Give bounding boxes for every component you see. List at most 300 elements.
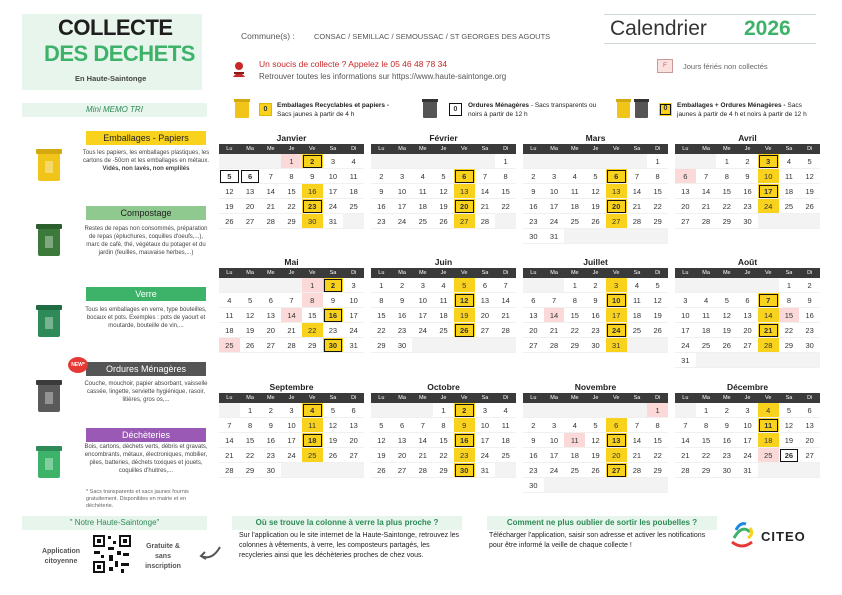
day-cell: 1 bbox=[716, 154, 737, 169]
empty-cell bbox=[302, 463, 323, 478]
weekday-label: Ve bbox=[613, 395, 620, 401]
weekday-label: Di bbox=[351, 270, 357, 276]
day-cell: 27 bbox=[523, 338, 544, 353]
day-cell: 7 bbox=[281, 293, 302, 308]
empty-cell bbox=[323, 463, 344, 478]
day-cell: 5 bbox=[323, 403, 344, 418]
weekday-label: Me bbox=[722, 395, 731, 401]
day-cell: 16 bbox=[585, 308, 606, 323]
day-cell: 20 bbox=[737, 323, 758, 338]
weekday-label: Sa bbox=[633, 395, 641, 401]
weekday-label: Ma bbox=[550, 395, 558, 401]
empty-cell bbox=[675, 154, 696, 169]
weekday-label: Sa bbox=[329, 270, 337, 276]
day-cell: 19 bbox=[779, 433, 800, 448]
memo-category-desc-5 bbox=[82, 443, 210, 475]
day-cell: 4 bbox=[696, 293, 717, 308]
day-cell: 4 bbox=[627, 278, 648, 293]
empty-cell bbox=[716, 278, 737, 293]
month-3 bbox=[523, 132, 668, 244]
weekday-label: Lu bbox=[682, 146, 689, 152]
legend-black bbox=[468, 102, 598, 119]
empty-cell bbox=[544, 478, 565, 493]
day-cell: 15 bbox=[302, 308, 323, 323]
day-cell: 18 bbox=[627, 308, 648, 323]
day-cell: 13 bbox=[475, 293, 496, 308]
weekday-label: Ma bbox=[550, 270, 558, 276]
memo-category-desc-1 bbox=[82, 149, 210, 173]
day-cell: 27 bbox=[260, 338, 281, 353]
memo-desc-bold: Vidés, non lavés, non emplilés bbox=[102, 166, 190, 172]
memo-category-5: Déchèteries bbox=[86, 428, 206, 442]
legend-both-text: Sacs jaunes à partir de 4 h et noirs à partir de 12 h bbox=[677, 102, 807, 118]
weekday-label: Di bbox=[655, 146, 661, 152]
empty-cell bbox=[523, 278, 544, 293]
weekday-label: Di bbox=[807, 395, 813, 401]
day-cell: 16 bbox=[323, 308, 344, 323]
day-cell: 12 bbox=[716, 308, 737, 323]
day-cell: 14 bbox=[696, 184, 717, 199]
day-cell: 28 bbox=[495, 323, 516, 338]
day-grid bbox=[371, 403, 516, 478]
weekday-header bbox=[675, 268, 820, 278]
weekday-label: Sa bbox=[633, 270, 641, 276]
day-cell: 22 bbox=[564, 323, 585, 338]
day-cell: 9 bbox=[799, 293, 820, 308]
day-cell: 10 bbox=[392, 184, 413, 199]
empty-cell bbox=[737, 353, 758, 368]
day-cell: 21 bbox=[544, 323, 565, 338]
day-cell: 24 bbox=[281, 448, 302, 463]
day-cell: 29 bbox=[433, 463, 454, 478]
day-grid bbox=[219, 403, 364, 478]
day-cell: 28 bbox=[696, 214, 717, 229]
day-cell: 9 bbox=[454, 418, 475, 433]
weekday-label: Di bbox=[503, 146, 509, 152]
day-cell: 15 bbox=[371, 308, 392, 323]
day-cell: 30 bbox=[392, 338, 413, 353]
day-cell: 24 bbox=[323, 199, 344, 214]
weekday-label: Lu bbox=[378, 270, 385, 276]
memo-title: Mini MEMO TRI bbox=[22, 103, 207, 117]
month-name: Avril bbox=[738, 133, 757, 143]
day-cell: 30 bbox=[260, 463, 281, 478]
day-cell: 3 bbox=[758, 154, 779, 169]
day-cell: 19 bbox=[647, 308, 668, 323]
weekday-label: Ma bbox=[398, 270, 406, 276]
day-cell: 8 bbox=[302, 293, 323, 308]
day-cell: 6 bbox=[675, 169, 696, 184]
day-cell: 23 bbox=[302, 199, 323, 214]
memo-bin-icon-5 bbox=[32, 442, 66, 482]
day-cell: 20 bbox=[475, 308, 496, 323]
day-cell: 4 bbox=[758, 403, 779, 418]
day-cell: 15 bbox=[647, 184, 668, 199]
memo-category-1: Emballages - Papiers bbox=[86, 131, 206, 145]
day-cell: 17 bbox=[412, 308, 433, 323]
day-cell: 3 bbox=[475, 403, 496, 418]
day-cell: 31 bbox=[343, 338, 364, 353]
day-cell: 6 bbox=[260, 293, 281, 308]
day-cell: 23 bbox=[523, 463, 544, 478]
day-cell: 8 bbox=[716, 169, 737, 184]
empty-cell bbox=[716, 353, 737, 368]
day-cell: 14 bbox=[758, 308, 779, 323]
day-cell: 20 bbox=[240, 199, 261, 214]
day-cell: 11 bbox=[779, 169, 800, 184]
empty-cell bbox=[343, 463, 364, 478]
weekday-header bbox=[675, 393, 820, 403]
day-cell: 24 bbox=[475, 448, 496, 463]
empty-cell bbox=[585, 154, 606, 169]
day-cell: 8 bbox=[696, 418, 717, 433]
day-cell: 3 bbox=[281, 403, 302, 418]
day-cell: 21 bbox=[412, 448, 433, 463]
contact-website[interactable]: Retrouver toutes les informations sur https://www.haute-saintonge.org bbox=[259, 72, 507, 81]
day-cell: 13 bbox=[240, 184, 261, 199]
day-cell: 29 bbox=[564, 338, 585, 353]
weekday-label: Sa bbox=[329, 395, 337, 401]
month-name: Mars bbox=[585, 133, 606, 143]
day-cell: 13 bbox=[675, 184, 696, 199]
empty-cell bbox=[240, 278, 261, 293]
day-cell: 16 bbox=[523, 448, 544, 463]
weekday-label: Ve bbox=[765, 146, 772, 152]
day-cell: 23 bbox=[737, 199, 758, 214]
memo-category-desc-3 bbox=[82, 306, 210, 330]
day-cell: 23 bbox=[323, 323, 344, 338]
day-cell: 9 bbox=[737, 169, 758, 184]
day-cell: 19 bbox=[716, 323, 737, 338]
day-cell: 26 bbox=[779, 448, 800, 463]
day-cell: 27 bbox=[240, 214, 261, 229]
day-cell: 3 bbox=[544, 169, 565, 184]
day-cell: 22 bbox=[696, 448, 717, 463]
day-cell: 1 bbox=[495, 154, 516, 169]
day-cell: 7 bbox=[260, 169, 281, 184]
day-cell: 24 bbox=[392, 214, 413, 229]
day-cell: 21 bbox=[475, 199, 496, 214]
day-cell: 22 bbox=[281, 199, 302, 214]
memo-desc-text: Tous les emballages en verre, type bouteilles, bocaux et pots. Exemples : pots de yaourt et moutarde, bouteille de vin,... bbox=[85, 307, 207, 329]
weekday-label: Ma bbox=[246, 146, 254, 152]
day-cell: 29 bbox=[240, 463, 261, 478]
day-cell: 23 bbox=[260, 448, 281, 463]
day-cell: 26 bbox=[240, 338, 261, 353]
day-cell: 30 bbox=[585, 338, 606, 353]
weekday-label: Je bbox=[744, 395, 751, 401]
day-cell: 12 bbox=[219, 184, 240, 199]
day-cell: 19 bbox=[433, 199, 454, 214]
day-cell: 18 bbox=[495, 433, 516, 448]
day-cell: 3 bbox=[412, 278, 433, 293]
weekday-label: Sa bbox=[481, 270, 489, 276]
day-cell: 14 bbox=[675, 433, 696, 448]
day-cell: 11 bbox=[219, 308, 240, 323]
day-cell: 27 bbox=[392, 463, 413, 478]
weekday-label: Ma bbox=[702, 146, 710, 152]
empty-cell bbox=[412, 338, 433, 353]
weekday-label: Je bbox=[744, 146, 751, 152]
month-9 bbox=[219, 381, 364, 478]
empty-cell bbox=[371, 154, 392, 169]
empty-cell bbox=[647, 338, 668, 353]
day-cell: 24 bbox=[737, 448, 758, 463]
empty-cell bbox=[281, 278, 302, 293]
weekday-label: Ve bbox=[461, 270, 468, 276]
weekday-label: Lu bbox=[530, 146, 537, 152]
day-cell: 14 bbox=[495, 293, 516, 308]
day-cell: 7 bbox=[495, 278, 516, 293]
weekday-label: Me bbox=[418, 270, 427, 276]
day-cell: 10 bbox=[675, 308, 696, 323]
weekday-label: Di bbox=[655, 270, 661, 276]
empty-cell bbox=[544, 154, 565, 169]
day-cell: 31 bbox=[606, 338, 627, 353]
day-cell: 12 bbox=[799, 169, 820, 184]
day-cell: 8 bbox=[495, 169, 516, 184]
day-cell: 12 bbox=[371, 433, 392, 448]
weekday-label: Je bbox=[592, 146, 599, 152]
day-cell: 3 bbox=[737, 403, 758, 418]
day-cell: 19 bbox=[799, 184, 820, 199]
legend-yellow-title: Emballages Recyclables et papiers - bbox=[277, 102, 389, 109]
month-11 bbox=[523, 381, 668, 493]
day-cell: 14 bbox=[260, 184, 281, 199]
day-cell: 3 bbox=[392, 169, 413, 184]
weekday-label: Ve bbox=[765, 270, 772, 276]
empty-cell bbox=[371, 403, 392, 418]
day-cell: 20 bbox=[392, 448, 413, 463]
day-cell: 11 bbox=[564, 184, 585, 199]
memo-category-2: Compostage bbox=[86, 206, 206, 220]
empty-cell bbox=[564, 478, 585, 493]
day-cell: 8 bbox=[647, 418, 668, 433]
day-cell: 7 bbox=[412, 418, 433, 433]
memo-footnote: * Sacs transparents et sacs jaunes fournis gratuitement. Disponibles en mairie et en déchèterie. bbox=[86, 489, 189, 509]
day-cell: 30 bbox=[523, 478, 544, 493]
day-cell: 22 bbox=[647, 199, 668, 214]
weekday-label: Lu bbox=[226, 395, 233, 401]
day-cell: 19 bbox=[585, 448, 606, 463]
day-cell: 3 bbox=[606, 278, 627, 293]
day-cell: 9 bbox=[585, 293, 606, 308]
empty-cell bbox=[675, 403, 696, 418]
day-cell: 31 bbox=[544, 229, 565, 244]
day-cell: 27 bbox=[799, 448, 820, 463]
day-grid bbox=[219, 154, 364, 229]
app-left-label: Application citoyenne bbox=[41, 548, 81, 565]
day-cell: 17 bbox=[281, 433, 302, 448]
weekday-header bbox=[219, 393, 364, 403]
day-cell: 30 bbox=[716, 463, 737, 478]
day-cell: 17 bbox=[606, 308, 627, 323]
weekday-label: Me bbox=[266, 270, 275, 276]
weekday-label: Ma bbox=[550, 146, 558, 152]
day-cell: 7 bbox=[627, 418, 648, 433]
day-cell: 11 bbox=[758, 418, 779, 433]
day-cell: 29 bbox=[696, 463, 717, 478]
empty-cell bbox=[627, 478, 648, 493]
day-cell: 13 bbox=[799, 418, 820, 433]
weekday-label: Ve bbox=[309, 146, 316, 152]
memo-desc-text: Couche, mouchoir, papier absorbant, vaisselle cassée, lingette, serviette hygiénique, rasoir, litières, gros os,... bbox=[84, 381, 208, 403]
month-1 bbox=[219, 132, 364, 229]
day-cell: 15 bbox=[240, 433, 261, 448]
day-cell: 3 bbox=[675, 293, 696, 308]
day-cell: 25 bbox=[412, 214, 433, 229]
day-cell: 14 bbox=[544, 308, 565, 323]
memo-desc-text: Bois, cartons, déchets verts, débris et gravats, encombrants, métaux, électroniques, mobilier, piles, batteries, déchets toxiques et jouets, coquilles d'huitres,... bbox=[84, 444, 208, 474]
weekday-label: Lu bbox=[378, 395, 385, 401]
empty-cell bbox=[696, 154, 717, 169]
legend-black-text: - Sacs transparents ou noirs à partir de 12 h bbox=[468, 102, 597, 118]
weekday-label: Di bbox=[351, 395, 357, 401]
commune-value: CONSAC / SEMILLAC / SEMOUSSAC / ST GEORGES DES AGOUTS bbox=[314, 32, 551, 41]
day-cell: 24 bbox=[544, 214, 565, 229]
day-cell: 27 bbox=[343, 448, 364, 463]
day-cell: 16 bbox=[716, 433, 737, 448]
day-cell: 16 bbox=[454, 433, 475, 448]
empty-cell bbox=[799, 214, 820, 229]
day-cell: 27 bbox=[475, 323, 496, 338]
day-cell: 9 bbox=[371, 184, 392, 199]
q1-text: Sur l'application ou le site internet de la Haute-Saintonge, retrouvez les colonnes à vêtements, à verre, les composteurs partagés, les recycleries ainsi que les déchèteries proches de chez vous. bbox=[239, 532, 460, 559]
day-cell: 28 bbox=[475, 214, 496, 229]
empty-cell bbox=[544, 278, 565, 293]
day-cell: 1 bbox=[779, 278, 800, 293]
day-cell: 27 bbox=[606, 214, 627, 229]
day-cell: 6 bbox=[606, 418, 627, 433]
empty-cell bbox=[696, 278, 717, 293]
empty-cell bbox=[585, 478, 606, 493]
day-cell: 18 bbox=[696, 323, 717, 338]
day-cell: 1 bbox=[240, 403, 261, 418]
day-cell: 9 bbox=[716, 418, 737, 433]
day-cell: 20 bbox=[799, 433, 820, 448]
day-cell: 10 bbox=[758, 169, 779, 184]
weekday-label: Ma bbox=[246, 395, 254, 401]
empty-cell bbox=[495, 338, 516, 353]
day-cell: 21 bbox=[281, 323, 302, 338]
month-12 bbox=[675, 381, 820, 478]
day-cell: 25 bbox=[779, 199, 800, 214]
day-cell: 13 bbox=[454, 184, 475, 199]
day-cell: 10 bbox=[281, 418, 302, 433]
legend-both-badge: 0 bbox=[659, 103, 672, 116]
day-cell: 12 bbox=[647, 293, 668, 308]
day-cell: 4 bbox=[219, 293, 240, 308]
day-cell: 28 bbox=[627, 214, 648, 229]
empty-cell bbox=[627, 403, 648, 418]
empty-cell bbox=[779, 214, 800, 229]
day-grid bbox=[371, 154, 516, 229]
day-cell: 16 bbox=[737, 184, 758, 199]
day-cell: 6 bbox=[737, 293, 758, 308]
empty-cell bbox=[779, 463, 800, 478]
empty-cell bbox=[412, 403, 433, 418]
qr-code-icon[interactable] bbox=[91, 533, 133, 575]
weekday-label: Ve bbox=[309, 270, 316, 276]
day-cell: 5 bbox=[779, 403, 800, 418]
title-line-1: COLLECTE bbox=[58, 15, 173, 40]
month-10 bbox=[371, 381, 516, 478]
day-cell: 1 bbox=[433, 403, 454, 418]
empty-cell bbox=[627, 338, 648, 353]
day-cell: 18 bbox=[219, 323, 240, 338]
day-cell: 19 bbox=[585, 199, 606, 214]
month-2 bbox=[371, 132, 516, 229]
day-cell: 7 bbox=[544, 293, 565, 308]
day-cell: 5 bbox=[647, 278, 668, 293]
memo-bin-icon-3 bbox=[32, 301, 66, 341]
day-cell: 25 bbox=[302, 448, 323, 463]
empty-cell bbox=[454, 154, 475, 169]
day-cell: 30 bbox=[523, 229, 544, 244]
day-cell: 28 bbox=[758, 338, 779, 353]
calendar-word: Calendrier bbox=[610, 17, 707, 40]
empty-cell bbox=[260, 154, 281, 169]
new-badge: NEW* bbox=[68, 357, 88, 373]
weekday-label: Ma bbox=[246, 270, 254, 276]
weekday-label: Di bbox=[503, 395, 509, 401]
weekday-label: Ve bbox=[309, 395, 316, 401]
day-cell: 17 bbox=[544, 199, 565, 214]
day-cell: 5 bbox=[585, 169, 606, 184]
day-cell: 5 bbox=[219, 169, 240, 184]
day-cell: 19 bbox=[219, 199, 240, 214]
day-cell: 9 bbox=[302, 169, 323, 184]
weekday-label: Me bbox=[266, 146, 275, 152]
day-cell: 8 bbox=[281, 169, 302, 184]
day-cell: 27 bbox=[454, 214, 475, 229]
app-right-label: Gratuite & sans inscription bbox=[145, 543, 181, 570]
day-cell: 5 bbox=[433, 169, 454, 184]
day-cell: 7 bbox=[219, 418, 240, 433]
day-cell: 16 bbox=[392, 308, 413, 323]
day-cell: 28 bbox=[219, 463, 240, 478]
empty-cell bbox=[260, 278, 281, 293]
day-cell: 8 bbox=[371, 293, 392, 308]
day-cell: 3 bbox=[544, 418, 565, 433]
month-name: Juillet bbox=[583, 257, 608, 267]
q2-text: Télécharger l'application, saisir son adresse et activer les notifications pour être informé la veille de chaque collecte ! bbox=[489, 532, 706, 549]
arrow-left-icon bbox=[198, 545, 222, 563]
weekday-label: Lu bbox=[682, 395, 689, 401]
day-cell: 9 bbox=[323, 293, 344, 308]
contact-phone: Un soucis de collecte ? Appelez le 05 46 48 78 34 bbox=[259, 59, 448, 69]
legend-yellow-badge: 0 bbox=[259, 103, 272, 116]
day-cell: 10 bbox=[323, 169, 344, 184]
day-cell: 28 bbox=[260, 214, 281, 229]
day-cell: 20 bbox=[606, 448, 627, 463]
weekday-header bbox=[675, 144, 820, 154]
day-cell: 20 bbox=[260, 323, 281, 338]
weekday-label: Ve bbox=[613, 146, 620, 152]
day-cell: 23 bbox=[454, 448, 475, 463]
day-cell: 22 bbox=[647, 448, 668, 463]
day-cell: 25 bbox=[758, 448, 779, 463]
day-cell: 31 bbox=[323, 214, 344, 229]
day-cell: 28 bbox=[544, 338, 565, 353]
day-cell: 30 bbox=[302, 214, 323, 229]
day-cell: 1 bbox=[647, 154, 668, 169]
day-cell: 24 bbox=[675, 338, 696, 353]
empty-cell bbox=[392, 154, 413, 169]
day-cell: 14 bbox=[627, 184, 648, 199]
weekday-label: Me bbox=[266, 395, 275, 401]
day-cell: 17 bbox=[758, 184, 779, 199]
